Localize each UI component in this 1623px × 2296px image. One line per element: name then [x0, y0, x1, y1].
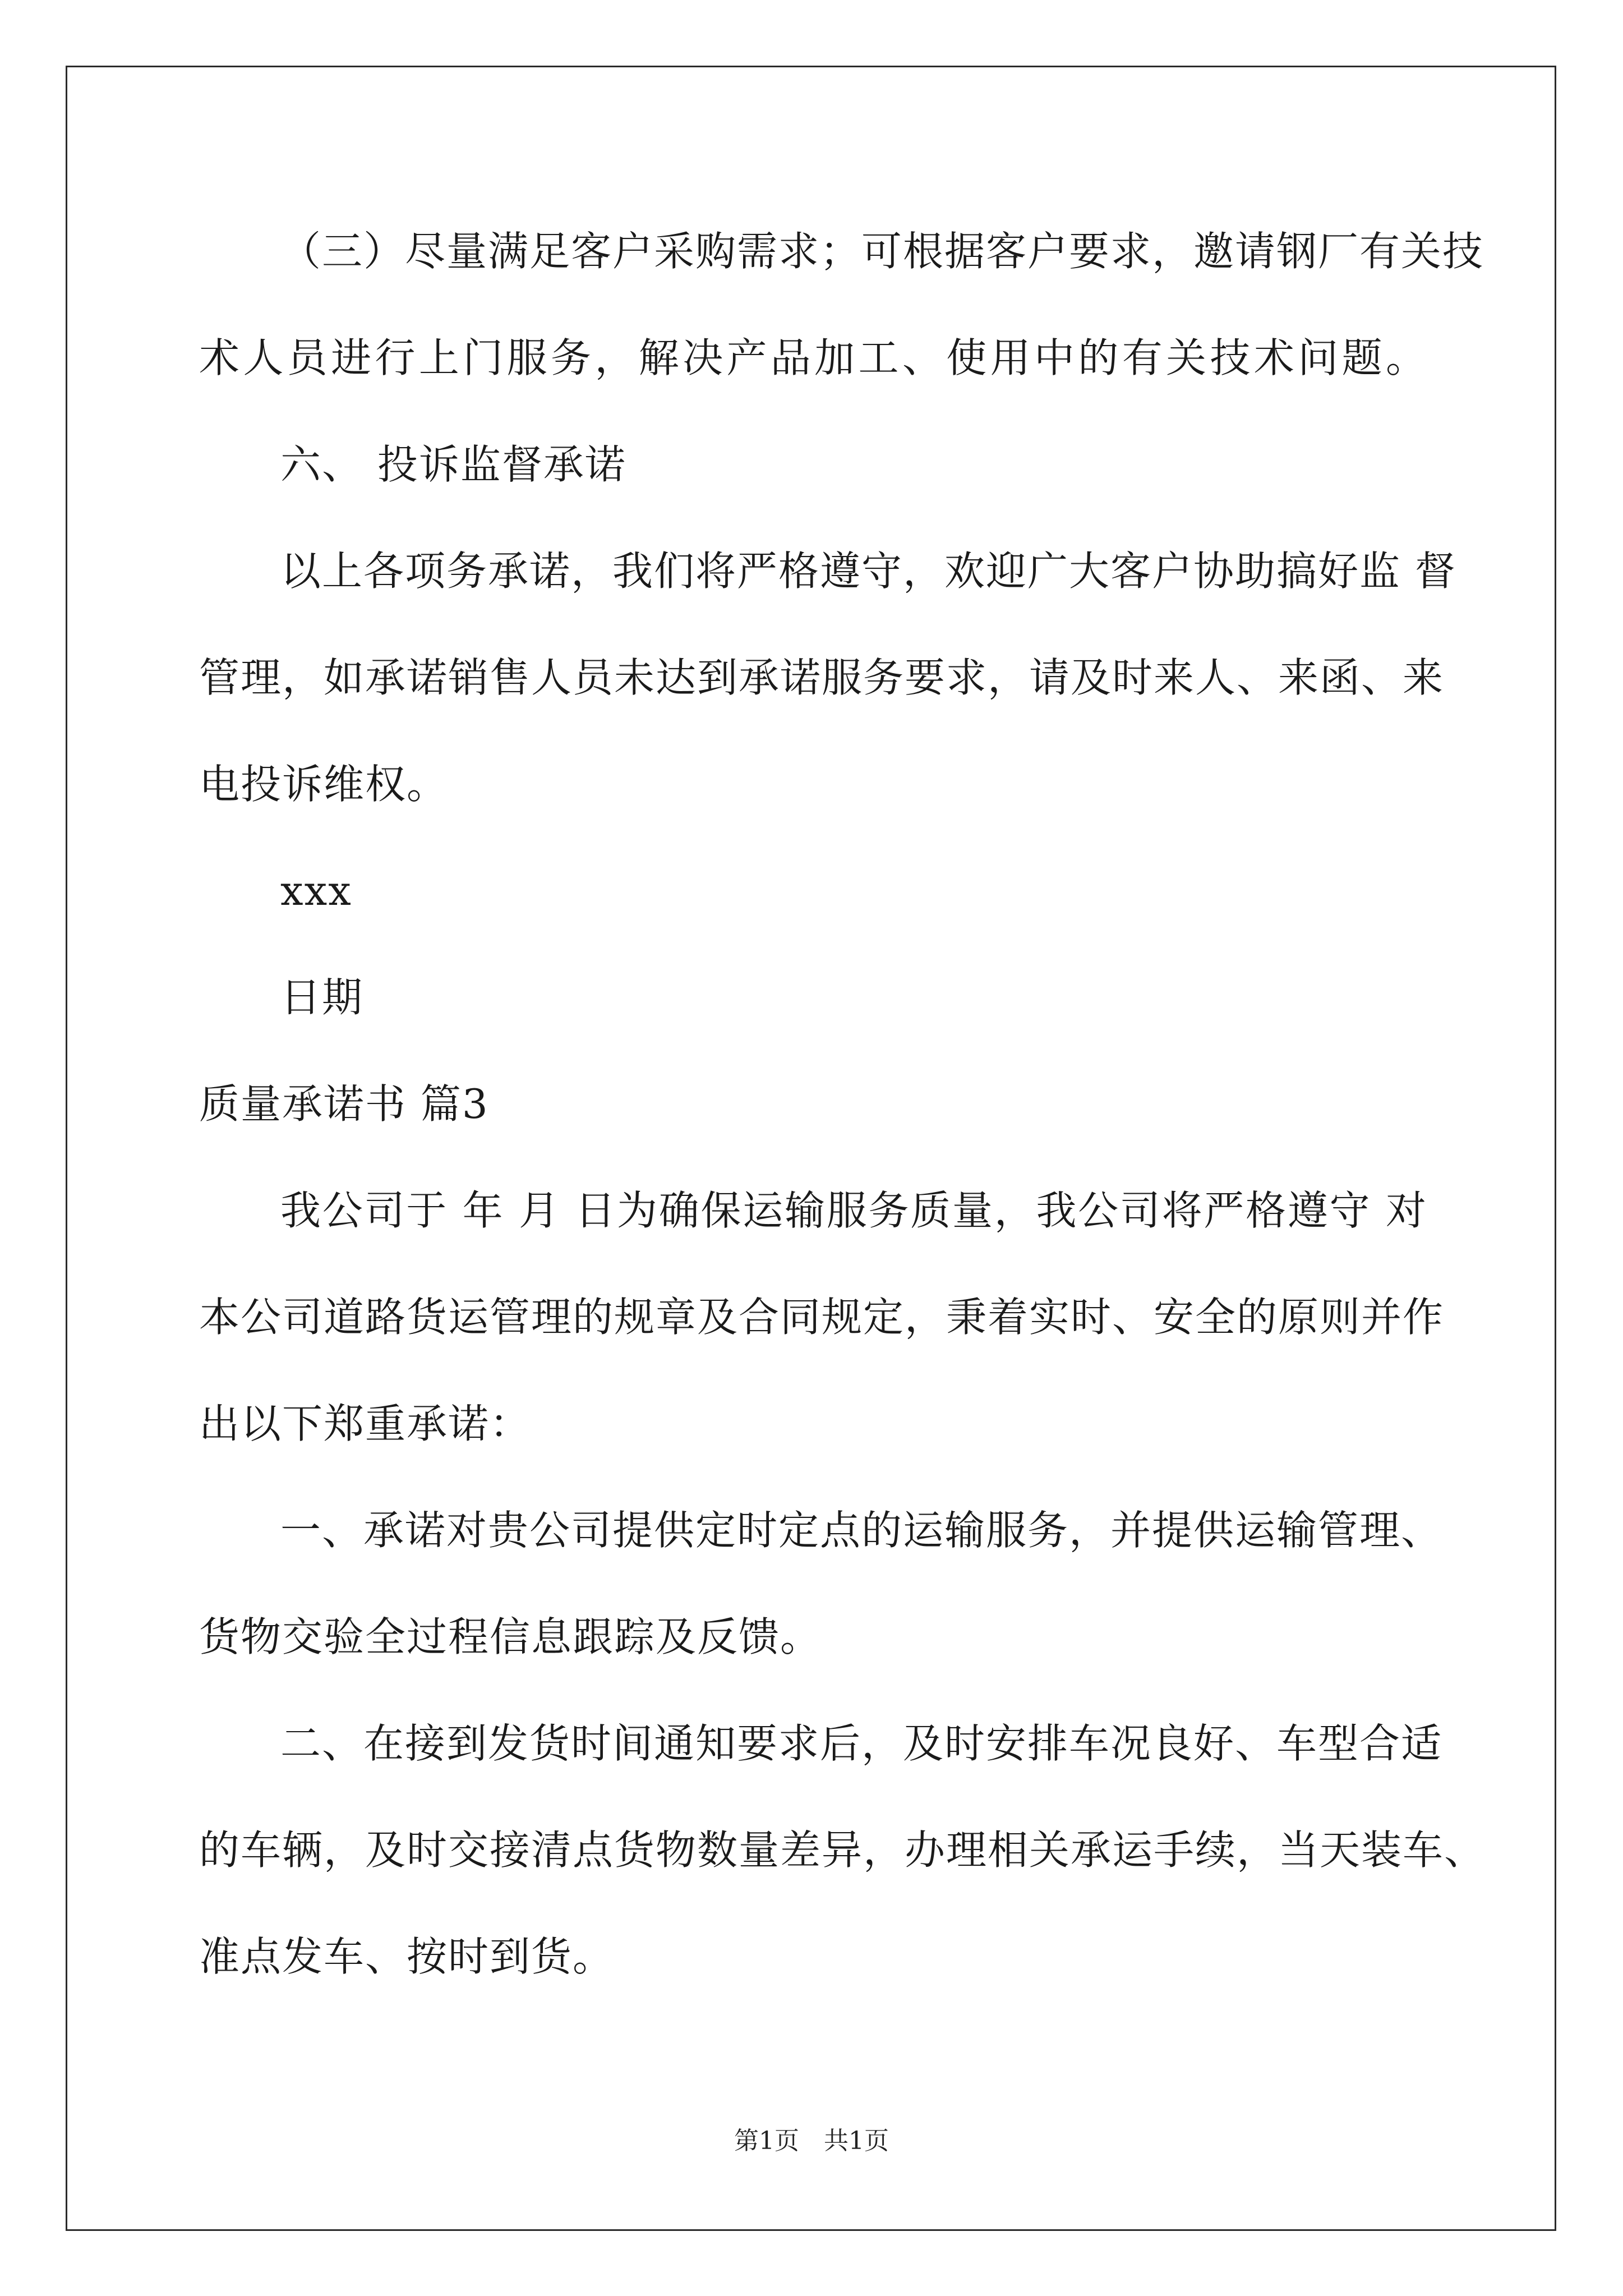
- paragraph-line-10: 货物交验全过程信息跟踪及反馈。: [199, 1613, 822, 1660]
- signature-name: xxx: [280, 867, 352, 914]
- paragraph-line-12: 的车辆，及时交接清点货物数量差异，办理相关承运手续，当天装车、: [199, 1826, 1486, 1874]
- paragraph-line-3: 以上各项务承诺，我们将严格遵守，欢迎广大客户协助搞好监 督: [280, 547, 1456, 595]
- paragraph-line-4: 管理，如承诺销售人员未达到承诺服务要求，请及时来人、来函、来: [199, 654, 1445, 701]
- paragraph-line-9: 一、承诺对贵公司提供定时定点的运输服务，并提供运输管理、: [280, 1507, 1443, 1554]
- paragraph-line-5: 电投诉维权。: [199, 761, 449, 808]
- page-border: [66, 66, 1556, 2231]
- paragraph-line-2: 术人员进行上门服务，解决产品加工、使用中的有关技术问题。: [199, 334, 1427, 381]
- paragraph-line-8: 出以下郑重承诺：: [199, 1400, 532, 1447]
- paragraph-line-13: 准点发车、按时到货。: [199, 1933, 615, 1980]
- paragraph-line-11: 二、在接到发货时间通知要求后，及时安排车况良好、车型合适: [280, 1720, 1443, 1767]
- paragraph-line-1: （三）尽量满足客户采购需求；可根据客户要求，邀请钢厂有关技: [280, 228, 1484, 275]
- paragraph-line-7: 本公司道路货运管理的规章及合同规定，秉着实时、安全的原则并作: [199, 1294, 1445, 1341]
- paragraph-line-6: 我公司于 年 月 日为确保运输服务质量，我公司将严格遵守 对: [280, 1187, 1427, 1234]
- section-heading-6: 六、 投诉监督承诺: [280, 441, 626, 488]
- section-title: 质量承诺书 篇3: [199, 1080, 489, 1128]
- page-footer: 第1页 共1页: [734, 2127, 889, 2155]
- signature-date: 日期: [280, 974, 364, 1021]
